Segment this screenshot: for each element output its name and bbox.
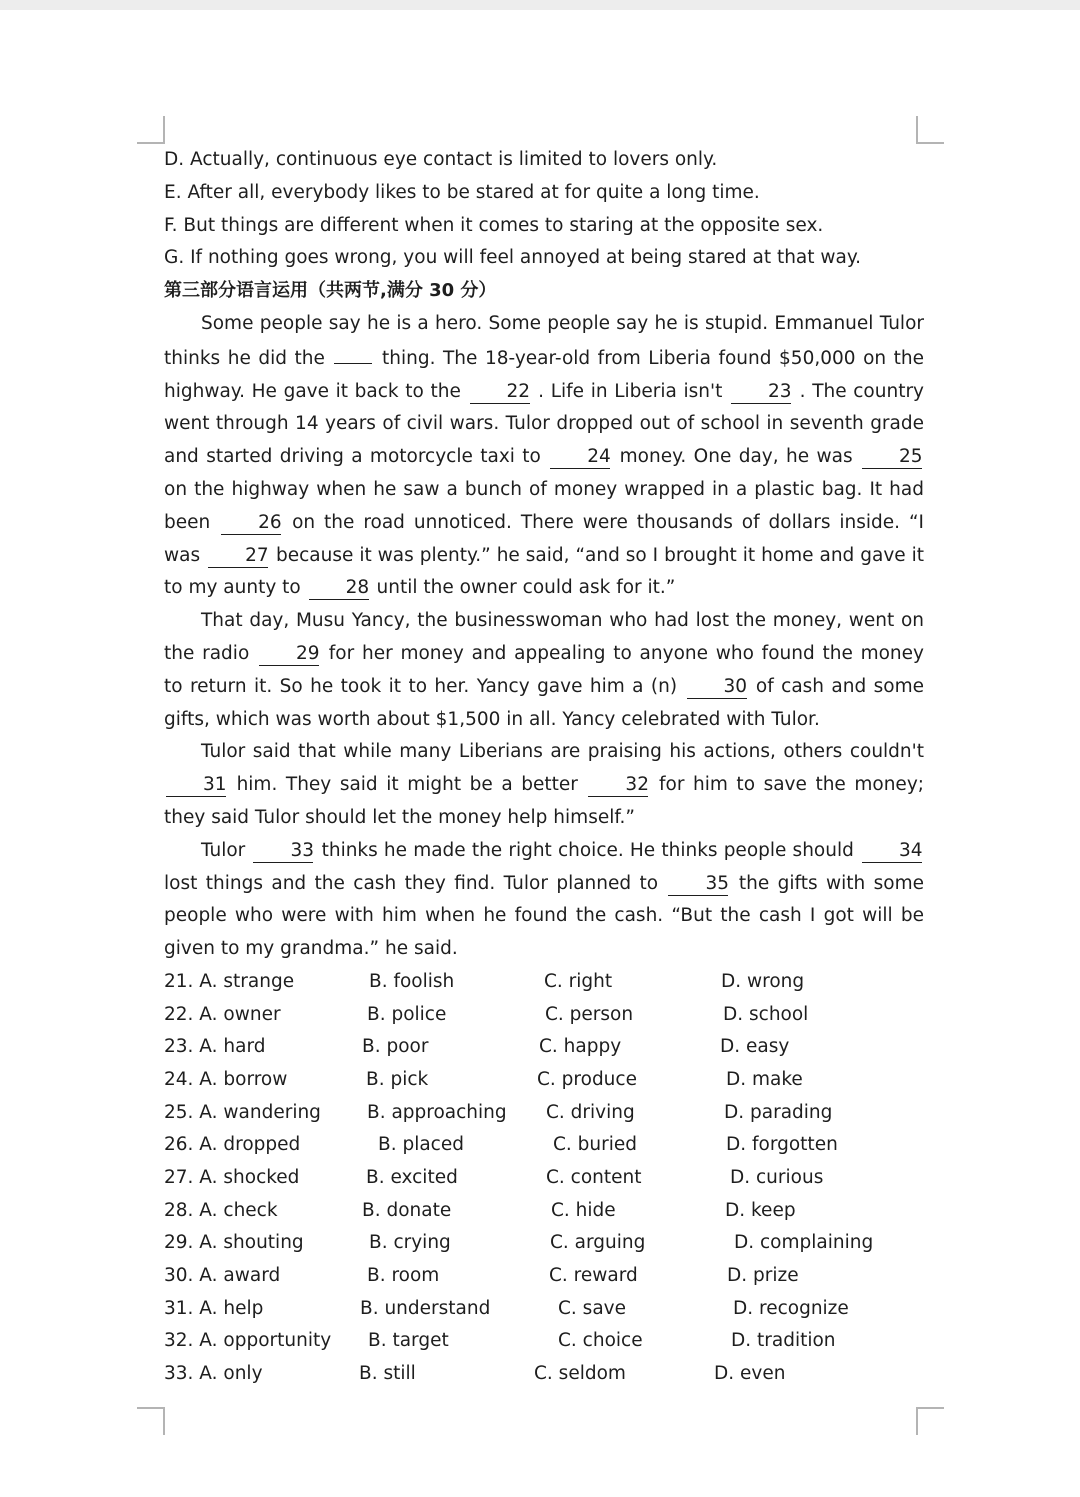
option-b: B. understand [360, 1297, 491, 1319]
question-row [164, 1260, 924, 1293]
option-c: C. happy [539, 1036, 622, 1058]
blank-25: 25 [862, 446, 922, 469]
option-b: B. placed [378, 1134, 464, 1156]
option-b: B. room [367, 1265, 440, 1287]
option-c: C. right [544, 970, 613, 992]
blank-21 [334, 341, 372, 364]
passage-text: That day, Musu Yancy, the businesswoman who had lost the money, went on the radio [164, 610, 924, 664]
question-row [164, 1325, 924, 1358]
blank-27: 27 [208, 545, 268, 568]
option-d: D. curious [730, 1167, 824, 1189]
option-b: B. donate [362, 1199, 452, 1221]
question-row [164, 1358, 924, 1391]
question-row [164, 999, 924, 1032]
passage-text: Tulor said that while many Liberians are praising his actions, others couldn't [201, 741, 924, 763]
passage-text: on the road unnoticed. There were thousands of dollars inside. “I was [164, 511, 924, 566]
option-d: D. wrong [721, 970, 805, 992]
blank-34: 34 [862, 840, 922, 863]
passage-text: lost things and the cash they find. Tulor planned to [164, 872, 667, 894]
option-a: 29. A. shouting [164, 1232, 304, 1254]
option-d: D. recognize [733, 1297, 849, 1319]
crop-mark-bottom-right [916, 1407, 944, 1435]
passage-text: money. One day, he was [612, 446, 860, 468]
crop-mark-top-right [916, 116, 944, 144]
option-a: 21. A. strange [164, 970, 295, 992]
option-a: 27. A. shocked [164, 1167, 300, 1189]
option-b: B. foolish [369, 970, 455, 992]
option-c: C. buried [553, 1134, 638, 1156]
question-row [164, 1097, 924, 1130]
viewer-top-bar [0, 0, 1080, 10]
passage-text: because it was plenty.” he said, “and so I brought it home and gave it to my aunty to [164, 544, 924, 599]
option-a: 26. A. dropped [164, 1134, 301, 1156]
answer-options [164, 966, 924, 1391]
option-c: C. save [558, 1297, 626, 1319]
option-a: 30. A. award [164, 1265, 281, 1287]
passage-text: thing. The 18-year-old from Liberia found $50,000 on the highway. He gave it back to the [164, 347, 925, 402]
option-d: D. make [726, 1068, 803, 1090]
option-c: C. choice [558, 1330, 643, 1352]
option-line-g: G. If nothing goes wrong, you will feel annoyed at being stared at that way. [164, 247, 862, 269]
option-c: C. seldom [534, 1363, 626, 1385]
blank-33: 33 [253, 840, 313, 863]
blank-32: 32 [588, 774, 648, 797]
option-line-e: E. After all, everybody likes to be stared at for quite a long time. [164, 181, 760, 203]
option-d: D. easy [720, 1036, 790, 1058]
option-b: B. approaching [367, 1101, 507, 1123]
question-row [164, 966, 924, 999]
document-page-content [164, 144, 924, 1391]
passage-paragraph-3 [164, 736, 924, 834]
passage-text: him. They said it might be a better [228, 774, 587, 796]
question-row [164, 1227, 924, 1260]
option-b: B. crying [369, 1232, 451, 1254]
option-a: 28. A. check [164, 1199, 278, 1221]
option-b: B. still [359, 1363, 416, 1385]
passage-text: on the highway when he saw a bunch of money wrapped in a plastic bag. It had been [164, 478, 924, 533]
option-c: C. produce [537, 1068, 637, 1090]
option-c: C. arguing [550, 1232, 646, 1254]
option-c: C. driving [546, 1101, 635, 1123]
option-d: D. forgotten [726, 1134, 838, 1156]
question-row [164, 1031, 924, 1064]
question-row [164, 1064, 924, 1097]
option-c: C. reward [549, 1265, 638, 1287]
option-a: 33. A. only [164, 1363, 263, 1385]
option-d: D. complaining [734, 1232, 874, 1254]
option-b: B. target [368, 1330, 449, 1352]
option-a: 23. A. hard [164, 1036, 266, 1058]
passage-text: . The country went through 14 years of civil wars. Tulor dropped out of school in seventh grade and started driving a motorcycle taxi to [164, 380, 924, 468]
option-b: B. police [367, 1003, 447, 1025]
option-a: 25. A. wandering [164, 1101, 321, 1123]
option-d: D. even [714, 1363, 786, 1385]
passage-text: . Life in Liberia isn't [531, 380, 730, 402]
blank-29: 29 [259, 643, 319, 666]
option-d: D. school [723, 1003, 809, 1025]
passage-text: the gifts with some people who were with him when he found the cash. “But the cash I got will be given to my grandma.” he said. [164, 872, 924, 960]
option-line-f: F. But things are different when it comes to staring at the opposite sex. [164, 214, 824, 236]
option-b: B. pick [366, 1068, 429, 1090]
option-line-d: D. Actually, continuous eye contact is limited to lovers only. [164, 149, 718, 170]
option-a: 32. A. opportunity [164, 1330, 332, 1352]
blank-30: 30 [687, 676, 747, 699]
option-a: 31. A. help [164, 1297, 264, 1319]
passage-text: of cash and some gifts, which was worth about $1,500 in all. Yancy celebrated with Tulor. [164, 675, 925, 730]
question-row [164, 1129, 924, 1162]
question-row [164, 1293, 924, 1326]
blank-23: 23 [731, 381, 791, 404]
option-a: 22. A. owner [164, 1003, 281, 1025]
blank-35: 35 [668, 873, 728, 896]
passage-text: Tulor [201, 839, 252, 861]
blank-22: 22 [470, 381, 530, 404]
option-d: D. parading [724, 1101, 833, 1123]
crop-mark-top-left [137, 116, 165, 144]
crop-mark-bottom-left [137, 1407, 165, 1435]
option-b: B. poor [362, 1036, 429, 1058]
option-d: D. tradition [731, 1330, 836, 1352]
passage-paragraph-2 [164, 605, 924, 736]
passage-paragraph-1 [164, 308, 924, 605]
blank-26: 26 [221, 512, 281, 535]
passage-text: until the owner could ask for it.” [370, 577, 676, 599]
option-a: 24. A. borrow [164, 1068, 288, 1090]
option-d: D. keep [725, 1199, 796, 1221]
passage-text: Some people say he is a hero. Some people say he is stupid. Emmanuel Tulor thinks he did the [164, 312, 924, 369]
passage-text: for him to save the money; they said Tulor should let the money help himself.” [164, 774, 924, 828]
option-c: C. person [545, 1003, 634, 1025]
option-b: B. excited [366, 1167, 458, 1189]
passage-text: for her money and appealing to anyone who found the money to return it. So he took it to her. Yancy gave him a (n) [164, 642, 924, 697]
blank-28: 28 [309, 577, 369, 600]
section-heading: 第三部分语言运用（共两节,满分 30 分） [164, 280, 497, 302]
question-row [164, 1195, 924, 1228]
option-c: C. content [546, 1167, 642, 1189]
blank-31: 31 [166, 774, 226, 797]
passage-paragraph-4 [164, 835, 924, 966]
passage-text: thinks he made the right choice. He thinks people should [315, 839, 860, 861]
question-row [164, 1162, 924, 1195]
option-c: C. hide [551, 1199, 616, 1221]
blank-24: 24 [550, 446, 610, 469]
option-d: D. prize [727, 1265, 799, 1287]
